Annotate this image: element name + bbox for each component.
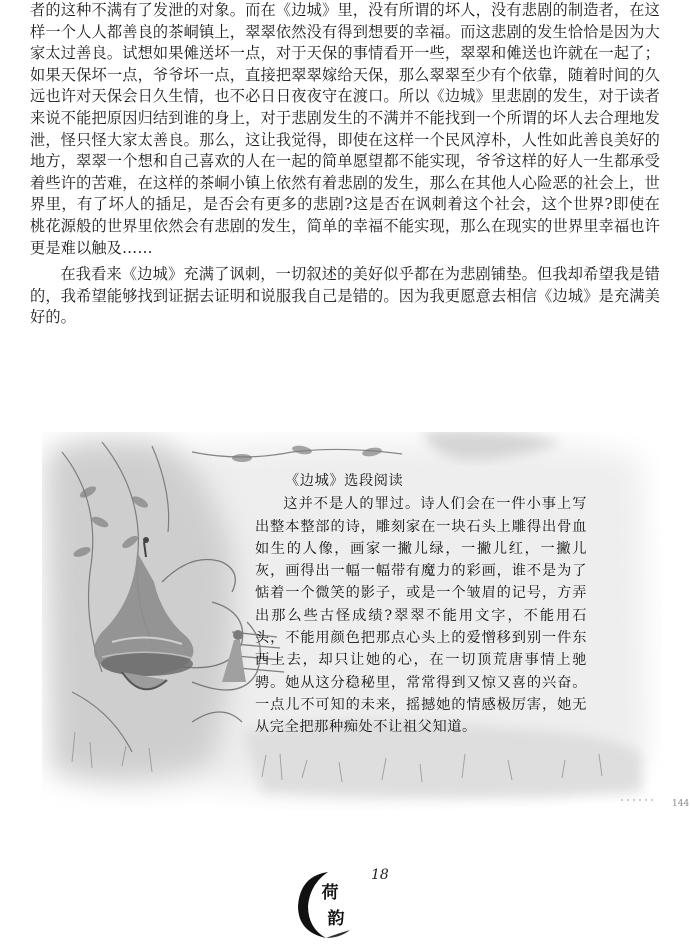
logo-char: 荷	[321, 883, 339, 903]
excerpt-body: 这并不是人的罪过。诗人们会在一件小事上写出整本整部的诗，雕刻家在一块石头上雕得出骨血如生的人像，画家一撇儿绿，一撇儿红，一撇儿灰，画得出一幅一幅带有魔力的彩画，谁不是为了惦着一个微笑的影子，或是一个皱眉的记号，方弄出那么些古怪成绩?翠翠不能用文字，不能用石头，不能用颜色把那点心头上的爱憎移到别一件东西上去，却只让她的心，在一切顶荒唐事情上驰骋。她从这分稳秘里，常常得到又惊又喜的兴奋。一点儿不可知的未来，摇撼她的情感极厉害，她无从完全把那种痴处不让祖父知道。	[255, 496, 587, 736]
essay-text	[30, 0, 660, 329]
essay-paragraph: 者的这种不满有了发泄的对象。而在《边城》里，没有所谓的坏人，没有悲剧的制造者，在这样一个人人都善良的茶峒镇上，翠翠依然没有得到想要的幸福。而这悲剧的发生恰恰是因为大家太过善良。试想如果傩送坏一点，对于天保的事情看开一些，翠翠和傩送也许就在一起了；如果天保坏一点，爷爷坏一点，直接把翠翠嫁给天保，那么翠翠至少有个依靠，随着时间的久远也许对天保会日久生情，也不必日日夜夜守在渡口。所以《边城》里悲剧的发生，对于读者来说不能把原因归结到谁的身上，对于悲剧发生的不满并不能找到一个所谓的坏人去合理地发泄，怪只怪大家太善良。那么，这让我觉得，即使在这样一个民风淳朴，人性如此善良美好的地方，翠翠一个想和自己喜欢的人在一起的简单愿望都不能实现，爷爷这样的好人一生都承受着些许的苦难，在这样的茶峒小镇上依然有着悲剧的发生，那么在其他人心险恶的社会上，世界里，有了坏人的插足，是否会有更多的悲剧?这是否在讽刺着这个社会，这个世界?即使在桃花源般的世界里依然会有悲剧的发生，简单的幸福不能实现，那么在现实的世界里幸福也许更是难以触及……	[30, 1, 660, 257]
excerpt-text	[255, 470, 587, 739]
essay-paragraph: 在我看来《边城》充满了讽刺，一切叙述的美好似乎都在为悲剧铺垫。但我却希望我是错的，我希望能够找到证据去证明和说服我自己是错的。因为我更愿意去相信《边城》是充满美好的。	[30, 265, 660, 327]
logo-char: 韵	[327, 909, 345, 929]
page-number: 18	[371, 867, 389, 883]
excerpt-title: 《边城》选段阅读	[285, 473, 404, 489]
corner-mark: 144	[672, 799, 690, 809]
heyun-logo	[292, 868, 362, 944]
